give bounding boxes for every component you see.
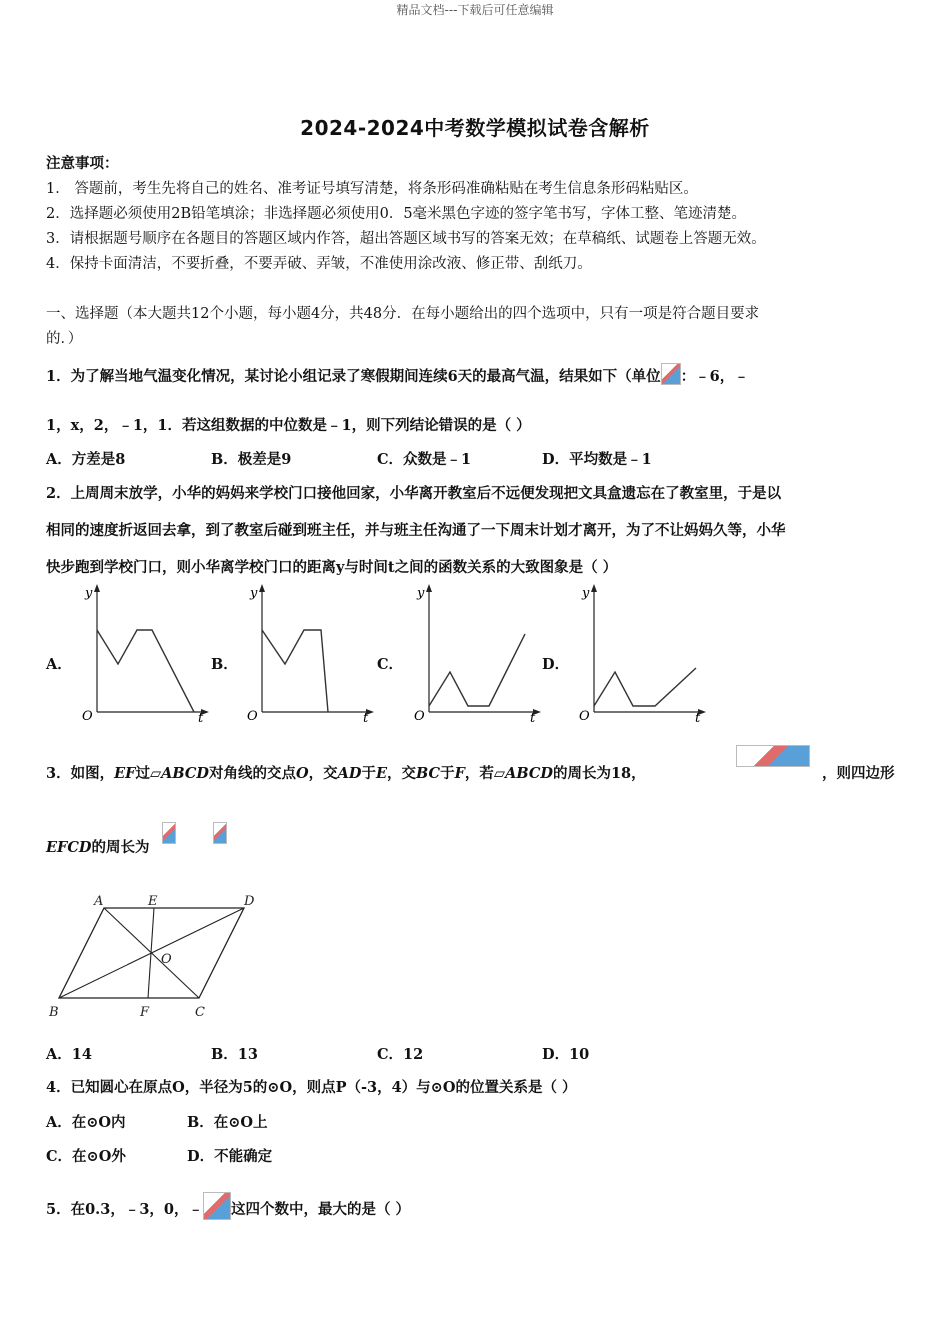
q3-math: EFCD xyxy=(46,839,92,856)
q3-math: AD xyxy=(337,765,362,782)
broken-image-icon xyxy=(661,363,681,385)
q3-option-d: D．10 xyxy=(542,1046,590,1063)
q3-text: 于 xyxy=(440,765,455,782)
q4-line1: 4．已知圆心在原点O，半径为5的⊙O，则点P（-3，4）与⊙O的位置关系是（ ） xyxy=(46,1079,577,1096)
note-item: 4．保持卡面清洁，不要折叠，不要弄破、弄皱，不准使用涂改液、修正带、刮纸刀。 xyxy=(46,256,592,272)
point-label-e: E xyxy=(148,894,158,909)
q1-option-b: B．极差是9 xyxy=(211,451,292,468)
point-label-d: D xyxy=(244,894,255,909)
q1-text-b: ：﹣6，﹣ xyxy=(680,368,749,385)
q2-graph-c xyxy=(402,582,542,727)
broken-image-icon xyxy=(203,1192,231,1220)
q3-text: 对角线的交点 xyxy=(209,765,296,782)
q3-parallelogram-figure xyxy=(44,888,269,1023)
q2-graph-b xyxy=(235,582,375,727)
q3-text: ，若▱ xyxy=(464,765,506,782)
point-label-a: A xyxy=(94,894,104,909)
q3-text: 的周长为18， xyxy=(552,765,646,782)
x-axis-label: t xyxy=(530,711,536,726)
q4-option-c: C．在⊙O外 xyxy=(46,1148,126,1165)
q2-option-a: A． xyxy=(46,656,72,673)
q3-text: 于 xyxy=(361,765,376,782)
origin-label: O xyxy=(414,709,425,724)
x-axis-label: t xyxy=(198,711,204,726)
q2-option-d: D． xyxy=(542,656,570,673)
q3-math: BC xyxy=(416,765,441,782)
q3-option-a: A．14 xyxy=(46,1046,92,1063)
q5-text: 这四个数中，最大的是（ ） xyxy=(231,1201,411,1218)
x-axis-label: t xyxy=(695,711,701,726)
point-label-o: O xyxy=(161,952,172,967)
q3-math: EF xyxy=(114,765,136,782)
q3-line1 xyxy=(46,762,646,783)
q2-line2: 相同的速度折返回去拿，到了教室后碰到班主任，并与班主任沟通了一下周末计划才离开，为了不让妈妈久等，小华 xyxy=(46,522,786,539)
point-label-b: B xyxy=(49,1005,59,1020)
q3-text-tail: ，则四边形 xyxy=(822,765,895,782)
q1-text-a: 1．为了解当地气温变化情况，某讨论小组记录了寒假期间连续6天的最高气温，结果如下（单位 xyxy=(46,368,661,385)
q3-math: E xyxy=(375,765,388,782)
origin-label: O xyxy=(247,709,258,724)
q3-option-c: C．12 xyxy=(377,1046,424,1063)
q3-option-b: B．13 xyxy=(211,1046,258,1063)
q2-line3: 快步跑到学校门口，则小华离学校门口的距离y与时间t之间的函数关系的大致图象是（ ） xyxy=(46,559,618,576)
origin-label: O xyxy=(579,709,590,724)
note-item: 2．选择题必须使用2B铅笔填涂；非选择题必须使用0．5毫米黑色字迹的签字笔书写，字体工整、笔迹清楚。 xyxy=(46,206,747,222)
q3-math: F xyxy=(454,765,465,782)
q5-line1 xyxy=(46,1192,410,1220)
q1-option-d: D．平均数是﹣1 xyxy=(542,451,652,468)
note-item: 3．请根据题号顺序在各题目的答题区域内作答，超出答题区域书写的答案无效；在草稿纸、试题卷上答题无效。 xyxy=(46,231,766,247)
page-header: 精品文档---下载后可任意编辑 xyxy=(396,3,554,17)
q3-line2 xyxy=(46,836,149,857)
point-label-c: C xyxy=(195,1005,205,1020)
y-axis-label: y xyxy=(417,586,425,601)
q3-text: ，交 xyxy=(387,765,417,782)
q4-option-b: B．在⊙O上 xyxy=(187,1114,268,1131)
q3-math: ABCD xyxy=(161,765,209,782)
q3-math: O xyxy=(296,765,309,782)
y-axis-label: y xyxy=(582,586,590,601)
q3-text: 的周长为 xyxy=(91,839,150,856)
q4-option-a: A．在⊙O内 xyxy=(46,1114,126,1131)
y-axis-label: y xyxy=(250,586,258,601)
q3-text: ，交 xyxy=(308,765,338,782)
q1-line2: 1，x，2，﹣1，1．若这组数据的中位数是﹣1，则下列结论错误的是（ ） xyxy=(46,417,531,434)
origin-label: O xyxy=(82,709,93,724)
point-label-f: F xyxy=(140,1005,150,1020)
q2-graph-a xyxy=(70,582,210,727)
q5-text: 5．在0.3，﹣3，0，﹣ xyxy=(46,1201,203,1218)
q3-text: 过▱ xyxy=(135,765,162,782)
q2-option-b: B． xyxy=(211,656,238,673)
q3-text: 3．如图， xyxy=(46,765,115,782)
x-axis-label: t xyxy=(363,711,369,726)
note-item: 1． 答题前，考生先将自己的姓名、准考证号填写清楚，将条形码准确粘贴在考生信息条形码粘贴区。 xyxy=(46,181,698,197)
q2-graph-d xyxy=(567,582,707,727)
q2-option-c: C． xyxy=(377,656,404,673)
q1-option-a: A．方差是8 xyxy=(46,451,126,468)
q3-math: ABCD xyxy=(505,765,553,782)
broken-image-icon xyxy=(162,822,176,844)
broken-image-icon xyxy=(736,745,810,767)
section-heading-line1: 一、选择题（本大题共12个小题，每小题4分，共48分．在每小题给出的四个选项中，只有一项是符合题目要求 xyxy=(46,306,760,322)
y-axis-label: y xyxy=(85,586,93,601)
page-title: 2024-2024中考数学模拟试卷含解析 xyxy=(300,116,650,140)
q2-line1: 2．上周周末放学，小华的妈妈来学校门口接他回家，小华离开教室后不远便发现把文具盒遗忘在了教室里，于是以 xyxy=(46,485,782,502)
q4-option-d: D．不能确定 xyxy=(187,1148,273,1165)
broken-image-icon xyxy=(213,822,227,844)
q1-option-c: C．众数是﹣1 xyxy=(377,451,472,468)
notes-heading: 注意事项： xyxy=(46,155,119,172)
section-heading-line2: 的．） xyxy=(46,331,83,347)
q1-line1 xyxy=(46,363,749,386)
